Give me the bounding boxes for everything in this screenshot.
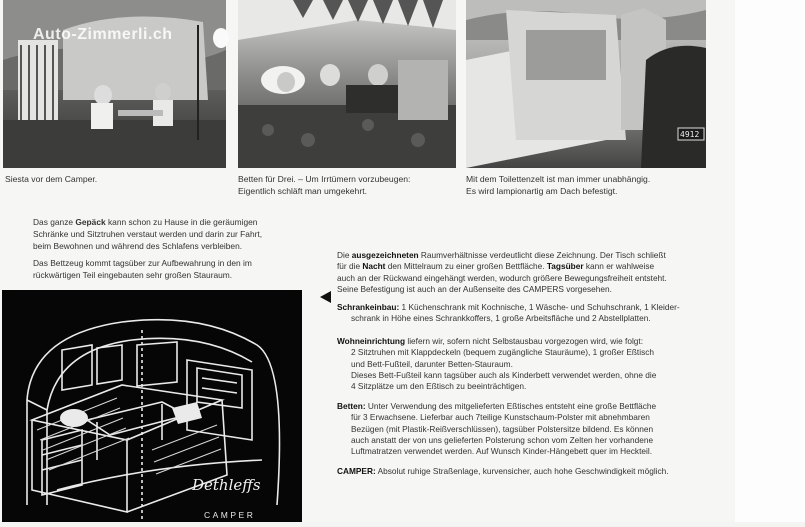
text-line: Luftmatratzen verwendet werden. Auf Wunsch Kinder-Hängebett quer im Heckteil. xyxy=(351,446,652,457)
text-line: auch an der Rückwand eingehängt werden, wodurch größere Bewegungsfreiheit entsteht. xyxy=(337,272,667,283)
page-margin xyxy=(735,0,805,522)
text-line xyxy=(337,261,709,272)
text-line xyxy=(337,250,709,261)
text-line xyxy=(337,401,709,412)
text-line: Bezügen (mit Plastik-Reißverschlüssen), tagsüber Polstersitze bildend. Es können xyxy=(351,423,654,434)
text-line: auch anstatt der von uns gelieferten Polsterung schon vom Zelten her vorhandene xyxy=(351,434,654,445)
luggage-paragraph xyxy=(33,216,295,252)
text-line xyxy=(337,302,709,313)
betten-paragraph xyxy=(337,401,709,457)
bold-term: Wohneinrichtung xyxy=(337,336,406,346)
bedding-paragraph xyxy=(33,257,295,281)
text-line xyxy=(33,216,295,228)
intro-paragraph xyxy=(337,250,709,295)
text-line xyxy=(337,336,709,347)
text-line xyxy=(337,466,709,477)
license-plate: 4912 xyxy=(680,130,700,139)
bold-term: Schrankeinbau: xyxy=(337,302,400,312)
watermark-text: Auto-Zimmerli.ch xyxy=(33,26,173,43)
bold-term: Nacht xyxy=(362,261,386,272)
text-line: Das Bettzeug kommt tagsüber zur Aufbewahrung in den im xyxy=(33,258,252,268)
caption-line: Es wird lampionartig am Dach befestigt. xyxy=(466,186,618,196)
photo-siesta xyxy=(3,0,226,168)
text-run: Raumverhältnisse verdeutlicht diese Zeichnung. Der Tisch schließt xyxy=(418,250,666,260)
photo-toilet-tent xyxy=(466,0,706,168)
text-run: Das ganze xyxy=(33,217,76,227)
text-run: für die xyxy=(337,261,363,272)
text-line: und Bett-Fußteil, darunter Betten-Stauraum. xyxy=(351,358,513,369)
text-line: 2 Sitztruhen mit Klappdeckeln (bequem zugängliche Stauräume), 1 großer Eßtisch xyxy=(351,347,654,358)
text-run: Die xyxy=(337,250,352,260)
dethleffs-logo: Dethleffs xyxy=(192,476,261,494)
pointer-arrow-icon xyxy=(320,291,331,303)
photo-caption-1 xyxy=(5,173,97,185)
caption-line: Mit dem Toilettenzelt ist man immer unabhängig. xyxy=(466,174,651,184)
text-line: Dieses Bett-Fußteil kann tagsüber auch als Kinderbett verwendet werden, ohne die xyxy=(351,369,657,380)
text-line: beim Bewohnen und während des Schlafens verbleiben. xyxy=(33,241,243,251)
text-run: kann er wahlweise xyxy=(583,261,655,272)
text-line: Schränke und Sitztruhen verstaut werden und darin zur Fahrt, xyxy=(33,229,263,239)
bold-term: Betten: xyxy=(337,401,366,411)
text-line: Seine Befestigung ist auch an der Außenseite des CAMPERS vorgesehen. xyxy=(337,283,612,294)
photo-caption-3 xyxy=(466,173,650,197)
bold-term: Tagsüber xyxy=(546,261,584,272)
photo-beds xyxy=(238,0,456,168)
bold-term: ausgezeichneten xyxy=(351,250,419,260)
text-run: Absolut ruhige Straßenlage, kurvensicher, auch hohe Geschwindigkeit möglich. xyxy=(375,466,669,476)
photo-caption-2 xyxy=(238,173,410,197)
text-line: rückwärtigen Teil eingebauten sehr großen Stauraum. xyxy=(33,270,233,280)
punch-hole xyxy=(213,28,229,48)
text-run: Unter Verwendung des mitgelieferten Eßtisches entsteht eine große Bettfläche xyxy=(365,401,657,411)
bold-term: CAMPER: xyxy=(337,466,376,476)
text-run: 1 Küchenschrank mit Kochnische, 1 Wäsche- und Schuhschrank, 1 Kleider- xyxy=(399,302,680,312)
text-run: liefern wir, sofern nicht Selbstausbau vorgezogen wird, wie folgt: xyxy=(405,336,644,346)
text-line: für 3 Erwachsene. Lieferbar auch 7teilige Kunstschaum-Polster mit abnehmbaren xyxy=(351,412,650,423)
text-run: kann schon zu Hause in die geräumigen xyxy=(105,217,258,227)
caption-line: Betten für Drei. – Um Irrtümern vorzubeugen: xyxy=(238,174,411,184)
photo-beds-illustration xyxy=(238,0,456,168)
camper-paragraph xyxy=(337,466,709,477)
bold-term: Gepäck xyxy=(75,217,106,227)
schrank-paragraph xyxy=(337,302,709,325)
text-line: schrank in Höhe eines Schrankkoffers, 1 große Arbeitsfläche und 2 Abstellplatten. xyxy=(351,313,651,324)
caption-line: Siesta vor dem Camper. xyxy=(5,174,98,184)
caption-line: Eigentlich schläft man umgekehrt. xyxy=(238,186,367,196)
text-run: den Mittelraum zu einer großen Bettfläche. xyxy=(385,261,547,272)
interior-drawing xyxy=(2,290,302,522)
photo-toilet-tent-illustration xyxy=(466,0,706,168)
wohn-paragraph xyxy=(337,336,709,392)
camper-label: CAMPER xyxy=(204,510,256,520)
text-line: 4 Sitzplätze um den Eßtisch zu beeinträchtigen. xyxy=(351,381,527,392)
